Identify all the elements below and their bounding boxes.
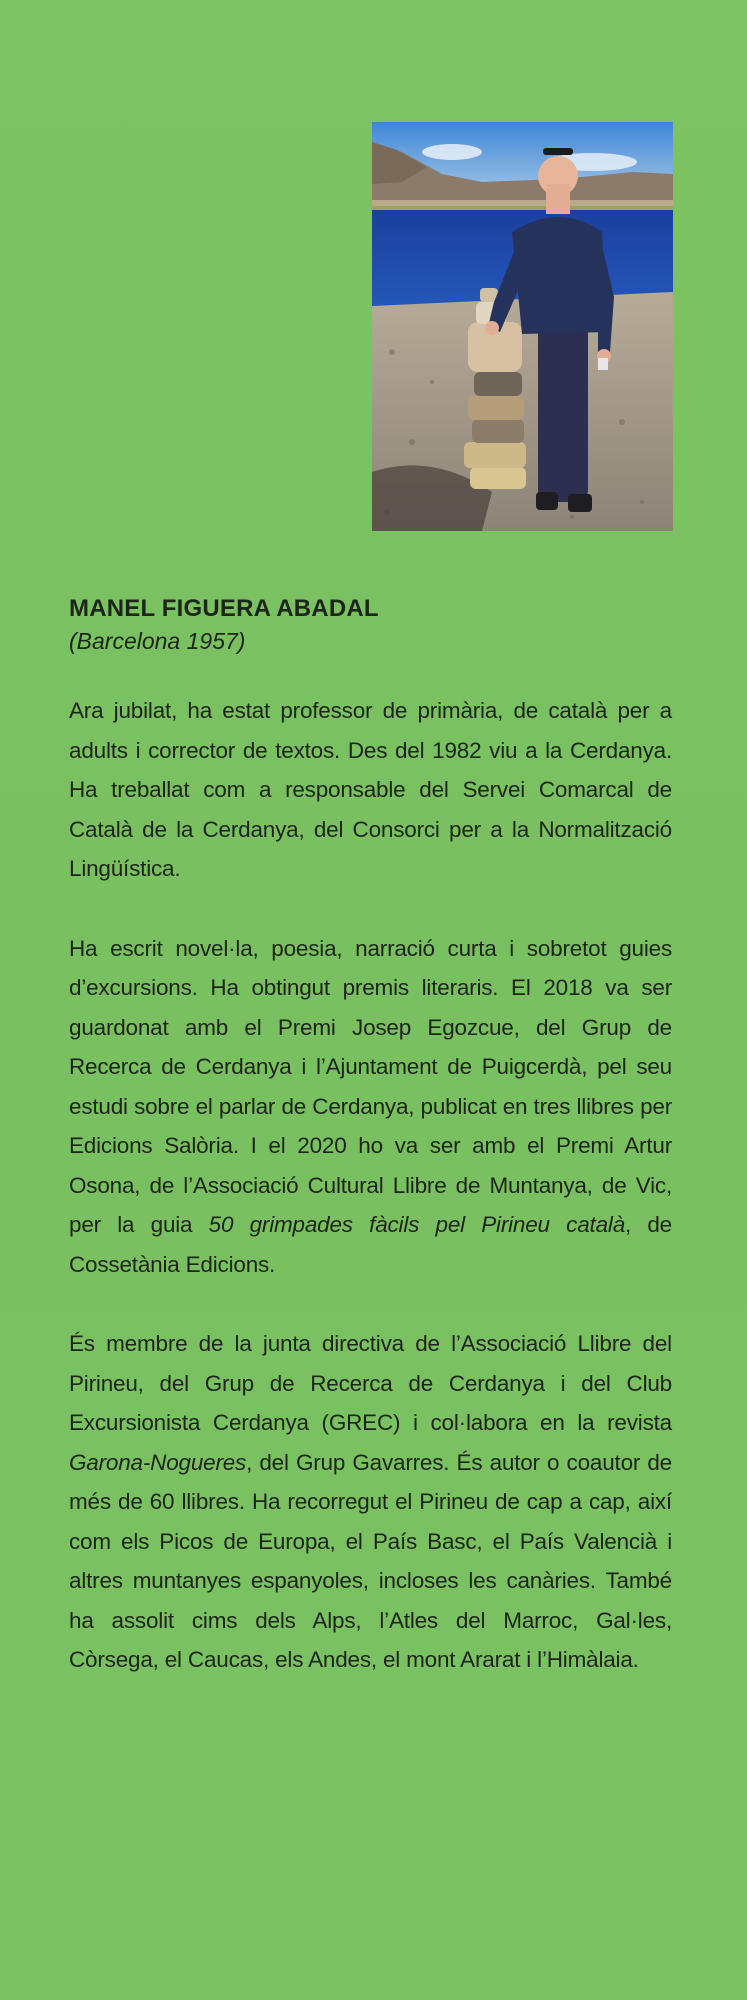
bio-paragraph-1: Ara jubilat, ha estat professor de primària, de català per a adults i corrector de textos. Des del 1982 viu a la Cerdanya. Ha treballat com a responsable del Servei Comarcal de Català de la Cerdanya, del Consorci per a la Normalització Lingüística. bbox=[69, 698, 672, 881]
paragraph-text: , de Cossetània Edicions. bbox=[69, 1212, 672, 1277]
paragraph-text: Ha escrit novel·la, poesia, narració curta i sobretot guies d’excursions. Ha obtingut premis literaris. El 2018 va ser guardonat amb el Premi Josep Egozcue, del Grup de Recerca de Cerdanya i l’Ajuntament de Puigcerdà, pel seu estudi sobre el parlar de Cerdanya, publicat en tres llibres per Edicions Salòria. I el 2020 ho va ser amb el Premi Artur Osona, de l’Associació Cultural Llibre de Muntanya, de Vic, per la guia bbox=[69, 935, 672, 1237]
paragraph-text: És membre de la junta directiva de l’Associació Llibre del Pirineu, del Grup de Recerca de Cerdanya i del Club Excursionista Cerdanya (GREC) i col·labora en la revista bbox=[69, 1331, 672, 1435]
bio-paragraph-2 bbox=[69, 929, 672, 1285]
magazine-title: Garona-Nogueres bbox=[69, 1449, 247, 1475]
author-photo bbox=[372, 122, 673, 531]
author-name: MANEL FIGUERA ABADAL bbox=[69, 595, 379, 622]
bio-paragraph-3 bbox=[69, 1324, 672, 1680]
book-title: 50 grimpades fàcils pel Pirineu català bbox=[208, 1212, 626, 1237]
paragraph-text: , del Grup Gavarres. És autor o coautor de més de 60 llibres. Ha recorregut el Pirineu de cap a cap, així com els Picos de Europa, el País Basc, el País Valencià i altres muntanyes espanyoles, incloses les canàries. També ha assolit cims dels Alps, l’Atles del Marroc, Gal·les, Còrsega, el Caucas, els Andes, el mont Ararat i l’Himàlaia. bbox=[69, 1449, 672, 1672]
author-birth: (Barcelona 1957) bbox=[69, 628, 246, 654]
author-bio bbox=[69, 593, 672, 1720]
